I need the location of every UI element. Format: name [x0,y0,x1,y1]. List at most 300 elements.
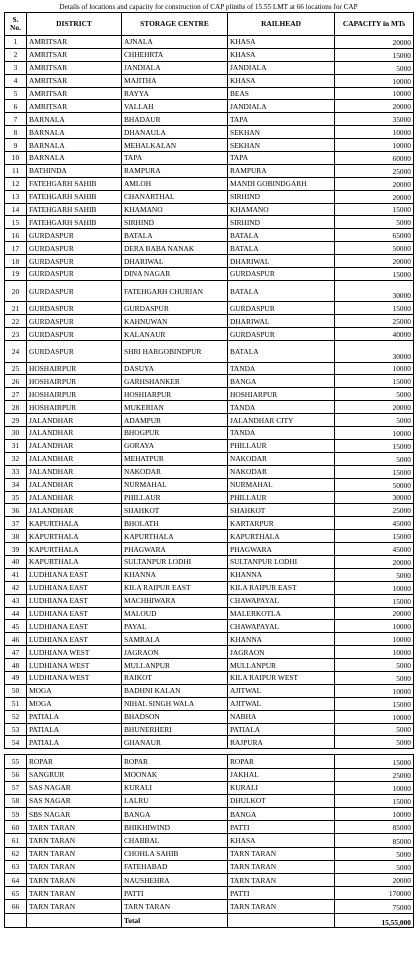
cell-sno: 33 [5,465,27,478]
cell-capacity: 25000 [335,315,414,328]
cell-capacity: 10000 [335,808,414,821]
cell-storage-centre: DHARIWAL [122,255,228,268]
table-row [5,268,414,281]
cell-sno: 10 [5,152,27,165]
table-row [5,808,414,821]
cell-railhead: RAJPURA [228,736,335,749]
cell-railhead: ROPAR [228,755,335,768]
cell-storage-centre: MUKERIAN [122,401,228,414]
cell-sno: 38 [5,530,27,543]
table-row [5,315,414,328]
total-value: 15,55,000 [335,913,414,927]
cell-storage-centre: KALANAUR [122,328,228,341]
cell-capacity: 10000 [335,362,414,375]
cell-sno: 29 [5,414,27,427]
cell-district: BARNALA [27,152,122,165]
table-row [5,48,414,61]
table-row [5,517,414,530]
cell-capacity: 50000 [335,478,414,491]
header-railhead: RAILHEAD [228,13,335,36]
cell-railhead: KILA RAIPUR EAST [228,581,335,594]
cell-district: GURDASPUR [27,341,122,363]
cell-railhead: KHASA [228,834,335,847]
cell-capacity: 5000 [335,388,414,401]
cell-sno: 43 [5,594,27,607]
cell-railhead: AJITWAL [228,684,335,697]
cell-storage-centre: PHILLAUR [122,491,228,504]
table-row [5,504,414,517]
cell-capacity: 25000 [335,768,414,781]
cell-sno: 36 [5,504,27,517]
cell-district: AMRITSAR [27,36,122,49]
header-sno: S. No. [5,13,27,36]
table-row [5,302,414,315]
cell-railhead: NAKODAR [228,465,335,478]
table-row [5,100,414,113]
cell-sno: 39 [5,543,27,556]
table-row [5,388,414,401]
cell-storage-centre: SAMRALA [122,633,228,646]
table-row [5,216,414,229]
table-row [5,543,414,556]
cell-storage-centre: KAHNUWAN [122,315,228,328]
cell-sno: 13 [5,190,27,203]
cell-storage-centre: KAPURTHALA [122,530,228,543]
cell-sno: 57 [5,781,27,794]
cell-sno: 1 [5,36,27,49]
table-row [5,36,414,49]
cell-railhead: BANGA [228,808,335,821]
cell-railhead: BEAS [228,87,335,100]
cell-sno: 12 [5,177,27,190]
cell-sno: 59 [5,808,27,821]
cell-district: LUDHIANA WEST [27,646,122,659]
cell-sno: 63 [5,860,27,873]
cell-storage-centre: BHADSON [122,710,228,723]
table-row [5,710,414,723]
cell-sno: 28 [5,401,27,414]
table-row [5,900,414,913]
cell-capacity: 20000 [335,100,414,113]
cell-railhead: TANDA [228,427,335,440]
cell-storage-centre: FATEHGARH CHURIAN [122,280,228,302]
cell-storage-centre: GURDASPUR [122,302,228,315]
cell-sno: 17 [5,242,27,255]
table-row [5,646,414,659]
cell-district: JALANDHAR [27,414,122,427]
cell-capacity: 15000 [335,594,414,607]
cell-district: AMRITSAR [27,87,122,100]
cell-district: GURDASPUR [27,255,122,268]
cell-capacity: 15000 [335,794,414,807]
table-row [5,255,414,268]
cell-district: GURDASPUR [27,280,122,302]
cell-railhead: BATALA [228,280,335,302]
cell-railhead: KHASA [228,36,335,49]
cell-district: SANGRUR [27,768,122,781]
cell-railhead: JAKHAL [228,768,335,781]
cell-storage-centre: KILA RAIPUR EAST [122,581,228,594]
cell-sno: 21 [5,302,27,315]
cell-district: JALANDHAR [27,491,122,504]
cell-capacity: 10000 [335,74,414,87]
cell-storage-centre: TARN TARAN [122,900,228,913]
cell-storage-centre: NURMAHAL [122,478,228,491]
cell-capacity: 5000 [335,216,414,229]
table-row [5,530,414,543]
cell-sno: 66 [5,900,27,913]
cell-railhead: RAMPURA [228,164,335,177]
cell-capacity: 15000 [335,375,414,388]
table-title: Details of locations and capacity for construction of CAP plinths of 15.55 LMT at 66 locations for CAP [59,3,358,11]
cell-district: TARN TARAN [27,887,122,900]
cell-storage-centre: BHUNERHERI [122,723,228,736]
cell-railhead: DHULKOT [228,794,335,807]
cell-railhead: KILA RAIPUR WEST [228,671,335,684]
cell-storage-centre: VALLAH [122,100,228,113]
table-row [5,427,414,440]
cell-sno: 47 [5,646,27,659]
cell-district: JALANDHAR [27,465,122,478]
cell-storage-centre: AJNALA [122,36,228,49]
cell-railhead: GURDASPUR [228,302,335,315]
cell-capacity: 20000 [335,555,414,568]
cell-storage-centre: MEHALKALAN [122,139,228,152]
cell-district: LUDHIANA EAST [27,620,122,633]
cell-district: FATEHGARH SAHIB [27,216,122,229]
cell-sno: 37 [5,517,27,530]
cell-railhead: KHASA [228,74,335,87]
cell-district: TARN TARAN [27,847,122,860]
cell-storage-centre: CHOHLA SAHIB [122,847,228,860]
cell-railhead: PATTI [228,821,335,834]
table-row [5,401,414,414]
cell-district: GURDASPUR [27,268,122,281]
cell-railhead: PHAGWARA [228,543,335,556]
cell-storage-centre: ADAMPUR [122,414,228,427]
cell-sno: 16 [5,229,27,242]
cell-storage-centre: DINA NAGAR [122,268,228,281]
table-row [5,280,414,302]
cell-district: LUDHIANA WEST [27,659,122,672]
cell-district: MOGA [27,684,122,697]
cell-district: SAS NAGAR [27,794,122,807]
cell-capacity: 45000 [335,517,414,530]
cell-sno: 55 [5,755,27,768]
cell-capacity: 5000 [335,452,414,465]
table-row [5,87,414,100]
cell-sno: 14 [5,203,27,216]
cell-railhead: PATIALA [228,723,335,736]
cell-railhead: NAKODAR [228,452,335,465]
cell-storage-centre: PAYAL [122,620,228,633]
cell-sno: 54 [5,736,27,749]
table-row [5,164,414,177]
cell-capacity: 5000 [335,860,414,873]
cell-railhead: BANGA [228,375,335,388]
cell-sno: 6 [5,100,27,113]
cell-capacity: 10000 [335,427,414,440]
cell-district: GURDASPUR [27,242,122,255]
cell-capacity: 15000 [335,755,414,768]
cell-capacity: 15000 [335,697,414,710]
table-row [5,465,414,478]
cell-sno: 65 [5,887,27,900]
cell-sno: 51 [5,697,27,710]
cell-district: TARN TARAN [27,821,122,834]
cell-sno: 44 [5,607,27,620]
cell-sno: 41 [5,568,27,581]
cell-storage-centre: NAUSHEHRA [122,874,228,887]
header-district: DISTRICT [27,13,122,36]
cell-district: FATEHGARH SAHIB [27,190,122,203]
cell-district: FATEHGARH SAHIB [27,203,122,216]
cell-district: KAPURTHALA [27,517,122,530]
cell-sno: 24 [5,341,27,363]
cell-railhead: JAGRAON [228,646,335,659]
cell-sno: 48 [5,659,27,672]
cell-storage-centre: MULLANPUR [122,659,228,672]
cell-railhead: GURDASPUR [228,268,335,281]
cell-capacity: 10000 [335,633,414,646]
cell-railhead: TARN TARAN [228,847,335,860]
cell-capacity: 15000 [335,530,414,543]
cell-sno: 4 [5,74,27,87]
table-row [5,697,414,710]
cell-district: AMRITSAR [27,48,122,61]
cell-capacity: 20000 [335,874,414,887]
cell-sno: 8 [5,126,27,139]
cell-sno: 27 [5,388,27,401]
cell-district: HOSHAIRPUR [27,375,122,388]
cell-capacity: 10000 [335,139,414,152]
cell-capacity: 15000 [335,302,414,315]
cell-railhead: MALERKOTLA [228,607,335,620]
cell-sno: 26 [5,375,27,388]
cell-capacity: 5000 [335,671,414,684]
table-row [5,61,414,74]
cell-sno: 9 [5,139,27,152]
cell-storage-centre: LALRU [122,794,228,807]
cell-district: AMRITSAR [27,74,122,87]
cell-storage-centre: DHANAULA [122,126,228,139]
cell-railhead: TANDA [228,401,335,414]
cell-railhead: HOSHIARPUR [228,388,335,401]
cell-railhead: TARN TARAN [228,860,335,873]
cell-district: ROPAR [27,755,122,768]
cell-sno: 11 [5,164,27,177]
cell-storage-centre: BHOGPUR [122,427,228,440]
cell-capacity: 40000 [335,328,414,341]
table-row [5,874,414,887]
cell-sno: 35 [5,491,27,504]
table-row [5,581,414,594]
cell-railhead: BATALA [228,229,335,242]
cell-capacity: 20000 [335,190,414,203]
cell-storage-centre: BHOLATH [122,517,228,530]
cell-sno: 50 [5,684,27,697]
table-row [5,452,414,465]
cell-railhead: SULTANPUR LODHI [228,555,335,568]
cell-capacity: 20000 [335,255,414,268]
table-row [5,821,414,834]
cell-capacity: 45000 [335,543,414,556]
cell-district: GURDASPUR [27,229,122,242]
table-row [5,177,414,190]
cell-railhead: SEKHAN [228,139,335,152]
total-row [5,913,414,927]
table-row [5,375,414,388]
cell-storage-centre: BHADAUR [122,113,228,126]
cell-railhead: BATALA [228,242,335,255]
table-row [5,439,414,452]
cell-capacity: 15000 [335,203,414,216]
table-row [5,555,414,568]
cell-storage-centre: SHRI HARGOBINDPUR [122,341,228,363]
cell-sno: 34 [5,478,27,491]
table-row [5,152,414,165]
cell-storage-centre: CHABBAL [122,834,228,847]
cell-district: TARN TARAN [27,834,122,847]
table-row [5,362,414,375]
cell-railhead: DHARIWAL [228,315,335,328]
cell-capacity: 5000 [335,61,414,74]
cell-sno: 23 [5,328,27,341]
cell-capacity: 20000 [335,401,414,414]
table-row [5,659,414,672]
cell-capacity: 5000 [335,847,414,860]
cell-capacity: 5000 [335,723,414,736]
cell-capacity: 35000 [335,113,414,126]
cell-sno: 46 [5,633,27,646]
cell-district: MOGA [27,697,122,710]
cell-district: BATHINDA [27,164,122,177]
table-row [5,887,414,900]
cell-sno: 60 [5,821,27,834]
cell-capacity: 50000 [335,242,414,255]
cell-sno: 42 [5,581,27,594]
cell-railhead: KHASA [228,48,335,61]
cell-railhead: PHILLAUR [228,491,335,504]
cell-sno: 3 [5,61,27,74]
cell-district: TARN TARAN [27,900,122,913]
header-capacity: CAPACITY in MTs [335,13,414,36]
cell-railhead: PATTI [228,887,335,900]
cell-capacity: 5000 [335,659,414,672]
cell-storage-centre: MAJITHA [122,74,228,87]
cell-storage-centre: RAIKOT [122,671,228,684]
cell-sno: 7 [5,113,27,126]
table-row [5,113,414,126]
cell-sno: 49 [5,671,27,684]
cell-district: KAPURTHALA [27,555,122,568]
cell-district: GURDASPUR [27,315,122,328]
cell-district: KAPURTHALA [27,543,122,556]
cell-storage-centre: PATTI [122,887,228,900]
cell-capacity: 10000 [335,87,414,100]
cell-railhead: MULLANPUR [228,659,335,672]
cell-district: SAS NAGAR [27,781,122,794]
cell-storage-centre: JAGRAON [122,646,228,659]
cell-sno: 53 [5,723,27,736]
table-row [5,491,414,504]
cell-capacity: 30000 [335,341,414,363]
cell-sno: 56 [5,768,27,781]
cell-district: FATEHGARH SAHIB [27,177,122,190]
document-page [4,2,413,928]
cell-storage-centre: RAMPURA [122,164,228,177]
cell-district: AMRITSAR [27,61,122,74]
table-row [5,139,414,152]
cell-sno: 18 [5,255,27,268]
cell-sno: 2 [5,48,27,61]
cell-capacity: 10000 [335,126,414,139]
table-row [5,229,414,242]
cell-railhead: DHARIWAL [228,255,335,268]
cell-capacity: 15000 [335,268,414,281]
cell-railhead: TAPA [228,152,335,165]
cell-sno: 52 [5,710,27,723]
cell-railhead: TAPA [228,113,335,126]
cell-railhead: KURALI [228,781,335,794]
cell-railhead: NURMAHAL [228,478,335,491]
cell-district: LUDHIANA EAST [27,581,122,594]
cell-storage-centre: BANGA [122,808,228,821]
cell-storage-centre: KURALI [122,781,228,794]
cell-railhead: TANDA [228,362,335,375]
cell-district: BARNALA [27,126,122,139]
cell-capacity: 15000 [335,465,414,478]
cell-sno: 15 [5,216,27,229]
cell-storage-centre: BATALA [122,229,228,242]
cell-district: JALANDHAR [27,439,122,452]
cell-railhead: JANDIALA [228,100,335,113]
cell-railhead: SIRHIND [228,190,335,203]
cell-storage-centre: BADHNI KALAN [122,684,228,697]
cell-capacity: 20000 [335,177,414,190]
cell-sno: 31 [5,439,27,452]
cell-railhead: SIRHIND [228,216,335,229]
cell-district: PATIALA [27,723,122,736]
cell-capacity: 10000 [335,581,414,594]
cell-sno: 22 [5,315,27,328]
cell-storage-centre: HOSHIARPUR [122,388,228,401]
cell-capacity: 75000 [335,900,414,913]
cell-storage-centre: GHANAUR [122,736,228,749]
cell-capacity: 10000 [335,781,414,794]
table-row [5,74,414,87]
cell-railhead: GURDASPUR [228,328,335,341]
table-row [5,633,414,646]
cell-railhead: SHAHKOT [228,504,335,517]
table-row [5,478,414,491]
cell-district: LUDHIANA EAST [27,607,122,620]
cell-storage-centre: GORAYA [122,439,228,452]
table-row [5,684,414,697]
cell-district: SBS NAGAR [27,808,122,821]
cell-railhead: BATALA [228,341,335,363]
table-row [5,781,414,794]
cell-storage-centre: BHIKHIWIND [122,821,228,834]
cell-capacity: 5000 [335,568,414,581]
table-row [5,607,414,620]
cell-storage-centre: MEHATPUR [122,452,228,465]
table-row [5,847,414,860]
cell-storage-centre: NIHAL SINGH WALA [122,697,228,710]
cell-railhead: KHANNA [228,568,335,581]
total-label: Total [122,913,228,927]
table-row [5,328,414,341]
